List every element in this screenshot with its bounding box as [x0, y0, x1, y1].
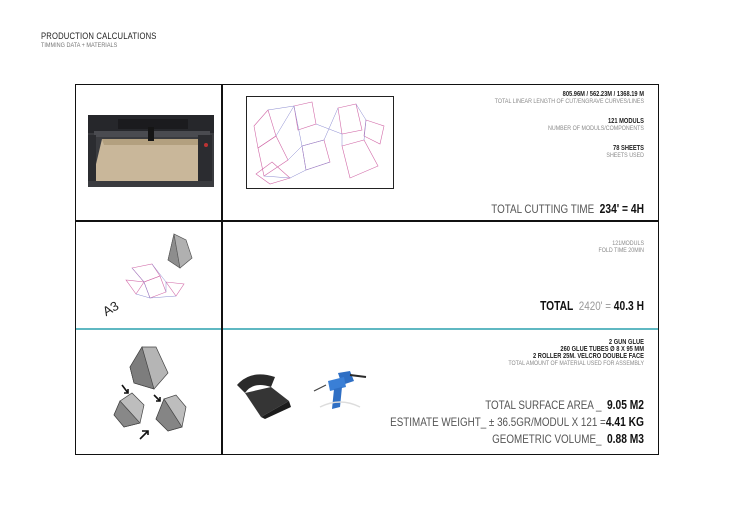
surface-area-value: 9.05 M2 [606, 398, 644, 412]
weight-label: ESTIMATE WEIGHT_ ± 36.5GR/MODUL X 121 = [390, 415, 606, 429]
cut-pattern-sheet [246, 96, 394, 189]
fold-total-minutes: 2420' = [578, 299, 612, 313]
fold-stats [444, 240, 644, 254]
row-divider-1 [76, 220, 658, 222]
modules-value: 121 MODULS [607, 118, 644, 125]
sheet-size-label: A3 [100, 298, 122, 319]
folded-module-icon [168, 234, 192, 268]
cut-length-value: 805.96M / 562.23M / 1368.19 M [562, 91, 644, 98]
material-glue-gun: 2 GUN GLUE [608, 339, 644, 346]
page-subtitle: TIMMING DATA + MATERIALS [41, 42, 118, 49]
calculation-table [75, 84, 659, 455]
materials-label: TOTAL AMOUNT OF MATERIAL USED FOR ASSEMBLY [508, 360, 644, 367]
fold-total-label: TOTAL [540, 299, 574, 313]
weight-value: 4.41 KG [605, 415, 644, 429]
total-cutting-time [344, 202, 644, 216]
sheets-value: 78 SHEETS [613, 145, 644, 152]
fold-total [394, 299, 644, 313]
sheets-label: SHEETS USED [606, 152, 644, 159]
fold-time-note: FOLD TIME 20MIN [598, 247, 644, 254]
material-glue-tubes: 260 GLUE TUBES Ø 8 X 95 MM [560, 346, 644, 353]
surface-area-label: TOTAL SURFACE AREA _ [485, 398, 602, 412]
volume-value: 0.88 M3 [606, 432, 644, 446]
cutting-stats [394, 91, 644, 159]
title-block [41, 31, 177, 49]
velcro-roll-image [231, 363, 295, 419]
volume-label: GEOMETRIC VOLUME_ [492, 432, 602, 446]
fold-total-value: 40.3 H [613, 299, 644, 313]
materials-list [344, 339, 644, 367]
fold-modules-note: 121MODULS [612, 240, 644, 247]
assembly-totals [314, 397, 644, 448]
cut-length-label: TOTAL LINEAR LENGTH OF CUT/ENGRAVE CURVES/LINES [494, 98, 644, 105]
material-velcro: 2 ROLLER 25M. VELCRO DOUBLE FACE [533, 353, 644, 360]
modules-label: NUMBER OF MODULS/COMPONENTS [548, 125, 644, 132]
page-title: PRODUCTION CALCULATIONS [41, 31, 157, 41]
cutting-time-value: 234' = 4H [599, 202, 644, 216]
row-divider-2 [76, 328, 658, 330]
cutting-time-label: TOTAL CUTTING TIME [491, 202, 595, 216]
column-divider [221, 85, 223, 454]
laser-cutter-image [88, 115, 214, 187]
assembled-modules-image [106, 343, 216, 443]
